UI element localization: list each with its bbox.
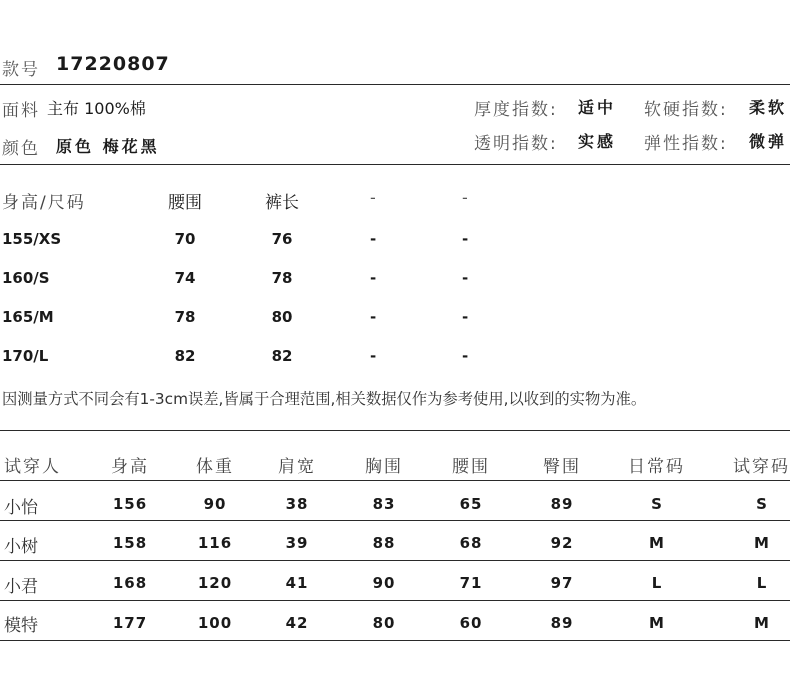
thickness-value: 适中 (578, 98, 617, 117)
size-row-col4: - (370, 347, 377, 365)
tryon-row-hip: 97 (550, 574, 574, 592)
size-row-length: 78 (271, 269, 293, 287)
size-row-waist: 74 (174, 269, 196, 287)
tryon-row-person: 小树 (4, 537, 38, 557)
tryon-divider (0, 600, 790, 601)
tryon-row-bust: 83 (372, 495, 396, 513)
tryon-row-person: 小君 (4, 577, 38, 597)
tryon-row-waist: 71 (459, 574, 483, 592)
tryon-row-weight: 90 (203, 495, 227, 513)
tryon-row-daily-size: M (649, 534, 665, 552)
color-label: 颜色 (2, 139, 40, 159)
size-row-waist: 70 (174, 230, 196, 248)
divider-tryon-top (0, 430, 790, 431)
tryon-row-daily-size: S (651, 495, 663, 513)
tryon-row-person: 模特 (4, 616, 38, 636)
tryon-row-height: 158 (112, 534, 148, 552)
size-row-label: 165/M (2, 308, 54, 326)
tryon-row-tryon-size: L (756, 574, 768, 592)
style-label: 款号 (2, 60, 40, 80)
size-row-col5: - (462, 308, 469, 326)
tryon-row-person: 小怡 (4, 498, 38, 518)
tryon-header-weight: 体重 (196, 457, 234, 477)
tryon-row-bust: 88 (372, 534, 396, 552)
tryon-header-person: 试穿人 (4, 457, 61, 477)
size-row-col4: - (370, 230, 377, 248)
size-row-length: 82 (271, 347, 293, 365)
tryon-row-tryon-size: M (754, 614, 770, 632)
tryon-row-waist: 68 (459, 534, 483, 552)
size-row-length: 80 (271, 308, 293, 326)
tryon-divider (0, 560, 790, 561)
tryon-row-hip: 89 (550, 614, 574, 632)
tryon-divider (0, 480, 790, 481)
fabric-value: 主布 100%棉 (47, 99, 146, 118)
tryon-row-height: 156 (112, 495, 148, 513)
size-row-col5: - (462, 347, 469, 365)
elasticity-label: 弹性指数: (644, 134, 728, 154)
tryon-row-hip: 89 (550, 495, 574, 513)
tryon-row-height: 177 (112, 614, 148, 632)
size-row-waist: 78 (174, 308, 196, 326)
tryon-header-waist: 腰围 (452, 457, 490, 477)
tryon-header-tryon-size: 试穿码 (733, 457, 790, 477)
tryon-header-bust: 胸围 (365, 457, 403, 477)
softness-value: 柔软 (749, 98, 788, 117)
tryon-row-weight: 100 (197, 614, 233, 632)
softness-label: 软硬指数: (644, 100, 728, 120)
size-row-label: 160/S (2, 269, 50, 287)
fabric-label: 面料 (2, 101, 40, 121)
size-header-length: 裤长 (265, 193, 299, 213)
color-values: 原色 梅花黑 (56, 137, 160, 156)
size-row-col5: - (462, 269, 469, 287)
size-row-col5: - (462, 230, 469, 248)
elasticity-value: 微弹 (749, 132, 788, 151)
size-row-col4: - (370, 308, 377, 326)
size-header-col5: - (462, 188, 468, 207)
tryon-header-daily-size: 日常码 (628, 457, 685, 477)
tryon-row-shoulder: 42 (285, 614, 309, 632)
transparency-label: 透明指数: (474, 134, 558, 154)
size-row-label: 170/L (2, 347, 49, 365)
tryon-row-waist: 65 (459, 495, 483, 513)
tryon-header-height: 身高 (111, 457, 149, 477)
tryon-row-tryon-size: S (756, 495, 768, 513)
divider-top (0, 84, 790, 85)
tryon-row-weight: 116 (197, 534, 233, 552)
size-row-waist: 82 (174, 347, 196, 365)
tryon-row-shoulder: 41 (285, 574, 309, 592)
style-number: 17220807 (56, 53, 170, 75)
tryon-row-shoulder: 38 (285, 495, 309, 513)
measurement-note: 因测量方式不同会有1-3cm误差,皆属于合理范围,相关数据仅作为参考使用,以收到的实物为准。 (2, 390, 647, 408)
size-header-height: 身高/尺码 (2, 193, 86, 213)
tryon-row-waist: 60 (459, 614, 483, 632)
tryon-row-daily-size: M (649, 614, 665, 632)
transparency-value: 实感 (578, 132, 617, 151)
tryon-header-shoulder: 肩宽 (278, 457, 316, 477)
tryon-row-height: 168 (112, 574, 148, 592)
tryon-row-tryon-size: M (754, 534, 770, 552)
tryon-divider-bottom (0, 640, 790, 641)
tryon-row-bust: 90 (372, 574, 396, 592)
tryon-row-hip: 92 (550, 534, 574, 552)
tryon-row-weight: 120 (197, 574, 233, 592)
size-row-length: 76 (271, 230, 293, 248)
divider-fabric (0, 164, 790, 165)
size-header-col4: - (370, 188, 376, 207)
thickness-label: 厚度指数: (474, 100, 558, 120)
size-header-waist: 腰围 (168, 193, 202, 213)
tryon-header-hip: 臀围 (543, 457, 581, 477)
tryon-divider (0, 520, 790, 521)
size-row-col4: - (370, 269, 377, 287)
tryon-row-bust: 80 (372, 614, 396, 632)
tryon-row-shoulder: 39 (285, 534, 309, 552)
size-row-label: 155/XS (2, 230, 62, 248)
tryon-row-daily-size: L (651, 574, 663, 592)
